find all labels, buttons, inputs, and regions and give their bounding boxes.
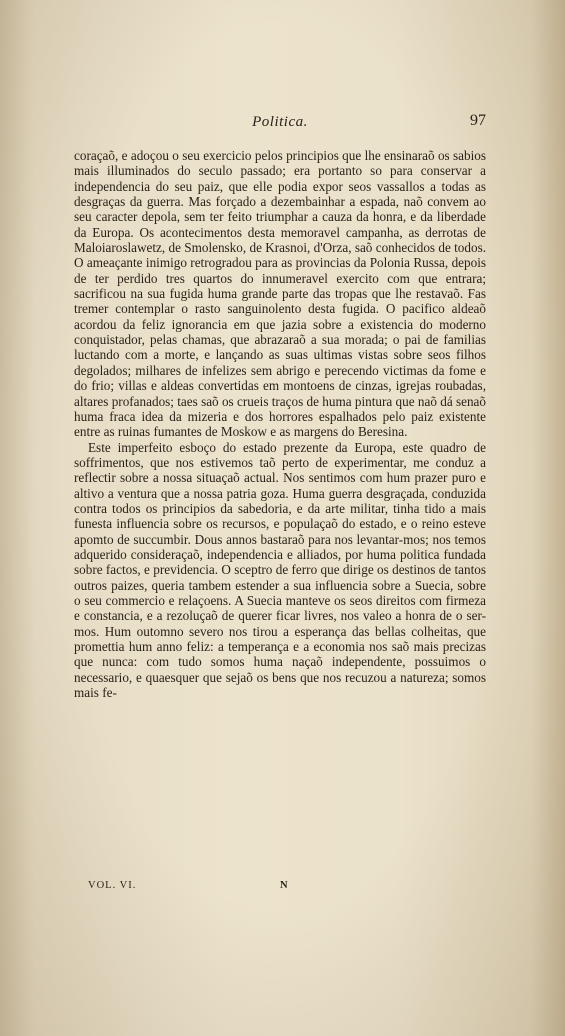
page-footer: [88, 880, 388, 896]
page-number: 97: [470, 112, 486, 129]
volume-label: VOL. VI.: [88, 880, 137, 891]
running-head: Politica.: [252, 114, 308, 130]
paragraph: Este imperfeito esboço do estado prezente da Europa, este quadro de soffrimentos, que nos estivemos taõ perto de experimentar, me conduz a reflectir sobre a nossa situaçaõ actual. Nos sentimos com hum prazer puro e altivo a ventura que a nossa patria goza. Huma guerra desgraçada, conduzida contra todos os principios da sabedoria, e da arte militar, tinha tido a mais funesta influencia sobre os recursos, e populaçaõ do estado, e o reino esteve apomto de succumbir. Dous annos bastaraõ para nos levantar-mos; nos temos adquerido consideraçaõ, independencia e alliados, por huma politica fundada sobre factos, e previdencia. O sceptro de ferro que dirige os destinos de tantos outros paizes, queria tambem estender a sua influencia sobre a Suecia, sobre o seu commercio e relaçoens. A Suecia manteve os seos direitos com firmeza e constancia, e a rezoluçaõ de querer ficar livres, nos valeo a honra de o ser-mos. Hum outomno severo nos tirou a esperança das bellas colheitas, que promettia hum anno feliz: a temperança e a economia nos saõ mais precizas que nunca: com tudo somos huma naçaõ independente, possuimos o necessario, e quaesquer que sejaõ os bens que nos recuzou a natureza; somos mais fe-: [74, 439, 486, 701]
body-text: [74, 148, 486, 700]
paragraph: coraçaõ, e adoçou o seu exercicio pelos principios que lhe ensinaraõ os sabios mais illuminados do seculo passado; era portanto so para conservar a independencia do seu paiz, que elle podia expor seos vassallos a todas as desgraças da guerra. Mas forçado a dezembainhar a espada, naõ convem ao seu caracter depola, sem ter feito triumphar a cauza da honra, e da liberdade da Europa. Os acontecimentos desta memoravel campanha, as derrotas de Maloiaroslawetz, de Smolensko, de Krasnoi, d'Orza, saõ conhecidos de todos. O ameaçante inimigo retrogradou para as provincias da Polonia Russa, depois de ter perdido tres quartos do innumeravel exercito com que entrara; sacrificou na sua fugida huma grande parte das tropas que lhe restavaõ. Fas tremer contemplar o rasto sanguinolento desta fugida. O pacifico aldeaõ acordou da feliz ignorancia em que jazia sobre a existencia do moderno conquistador, pelas chamas, que abrazaraõ a sua morada; o pai de familias luctando com a morte, e lançando as suas ultimas vistas sobre seos filhos degolados; milhares de infelizes sem abrigo e perecendo victimas da fome e do frio; villas e aldeas convertidas em montoens de cinzas, igrejas roubadas, altares profanados; taes saõ os crueis traços de huma pintura que naõ dá senaõ huma fraca idea da mizeria e dos horrores espalhados pelo paiz existente entre as ruinas fumantes de Moskow e as margens do Beresina.: [74, 148, 486, 440]
signature-mark: N: [280, 880, 289, 891]
page-header: [74, 114, 486, 136]
